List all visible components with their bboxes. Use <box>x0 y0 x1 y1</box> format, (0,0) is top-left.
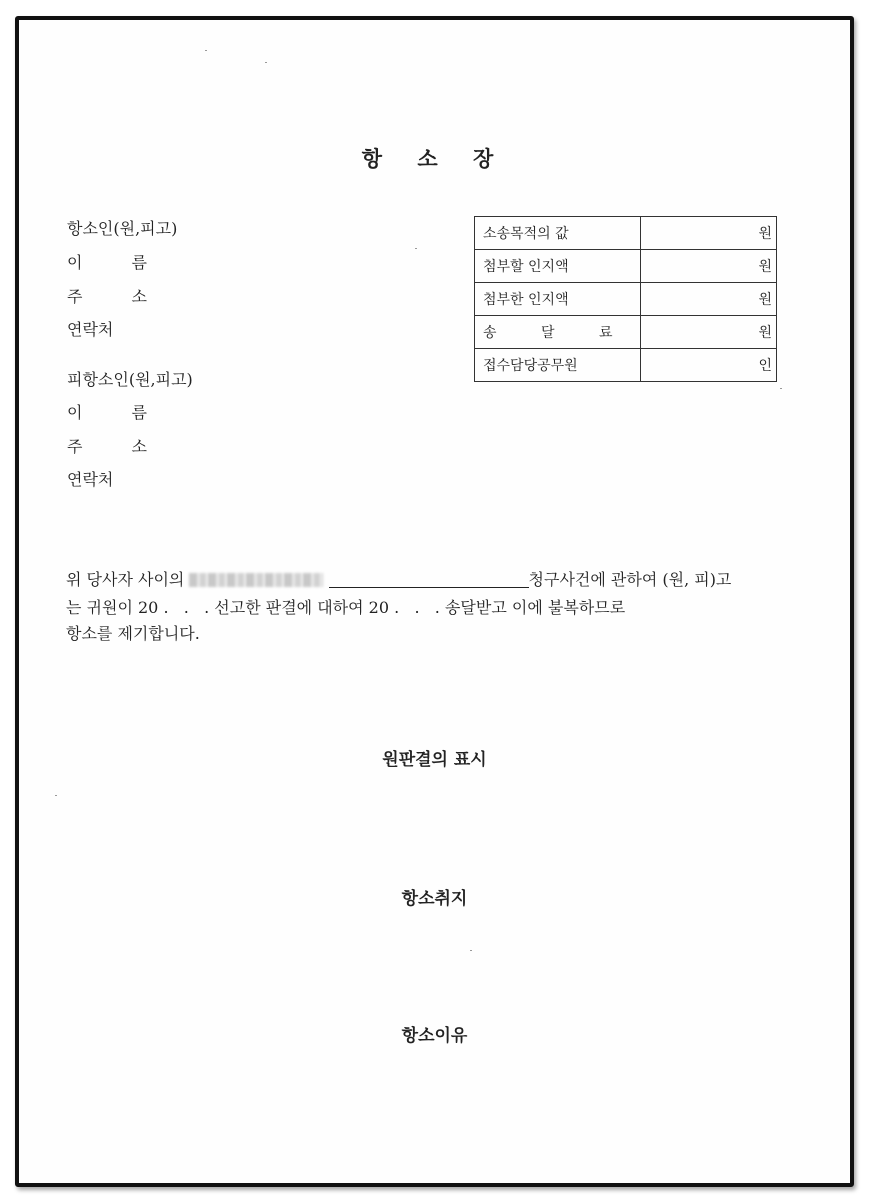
original-judgment-heading: 원판결의 표시 <box>382 750 487 770</box>
redacted-case-name <box>189 573 323 587</box>
speck <box>55 795 57 796</box>
fee-label: 첨부할 인지액 <box>475 250 641 283</box>
appeal-reason-heading: 항소이유 <box>401 1026 468 1046</box>
fee-unit: 원 <box>641 283 777 316</box>
appellant-heading: 항소인(원,피고) <box>67 219 178 238</box>
fee-unit: 원 <box>641 250 777 283</box>
fee-unit: 인 <box>641 349 777 382</box>
fee-table <box>474 216 777 382</box>
fee-label: 첨부한 인지액 <box>475 283 641 316</box>
fee-row <box>475 349 777 382</box>
speck <box>780 388 782 389</box>
appellee-heading: 피항소인(원,피고) <box>67 370 193 389</box>
body-line-1-start: 위 당사자 사이의 <box>66 570 190 589</box>
appellee-contact-label: 연락처 <box>67 470 114 489</box>
fee-row <box>475 250 777 283</box>
fee-unit: 원 <box>641 217 777 250</box>
fee-label: 접수담당공무원 <box>475 349 641 382</box>
appellant-name-label: 이 름 <box>67 253 169 272</box>
appeal-purpose-heading: 항소취지 <box>401 889 468 909</box>
fee-label: 송 달 료 <box>475 316 641 349</box>
body-line-3: 항소를 제기합니다. <box>66 624 200 643</box>
fee-unit: 원 <box>641 316 777 349</box>
speck <box>470 950 472 951</box>
appellee-name-label: 이 름 <box>67 403 169 422</box>
speck <box>415 248 417 249</box>
fee-row <box>475 283 777 316</box>
appellant-contact-label: 연락처 <box>67 320 114 339</box>
appellee-address-label: 주 소 <box>67 437 169 456</box>
fee-label: 소송목적의 값 <box>475 217 641 250</box>
case-name-blank <box>329 573 529 588</box>
appellant-address-label: 주 소 <box>67 287 169 306</box>
body-line-1 <box>66 570 731 590</box>
document-title: 항 소 장 <box>361 147 508 171</box>
body-line-2: 는 귀원이 20 . . . 선고한 판결에 대하여 20 . . . 송달받고 이에 불복하므로 <box>66 598 626 617</box>
speck <box>265 62 267 63</box>
fee-row <box>475 316 777 349</box>
speck <box>205 50 207 51</box>
body-line-1-end: 청구사건에 관하여 (원, 피)고 <box>528 570 732 589</box>
fee-row <box>475 217 777 250</box>
